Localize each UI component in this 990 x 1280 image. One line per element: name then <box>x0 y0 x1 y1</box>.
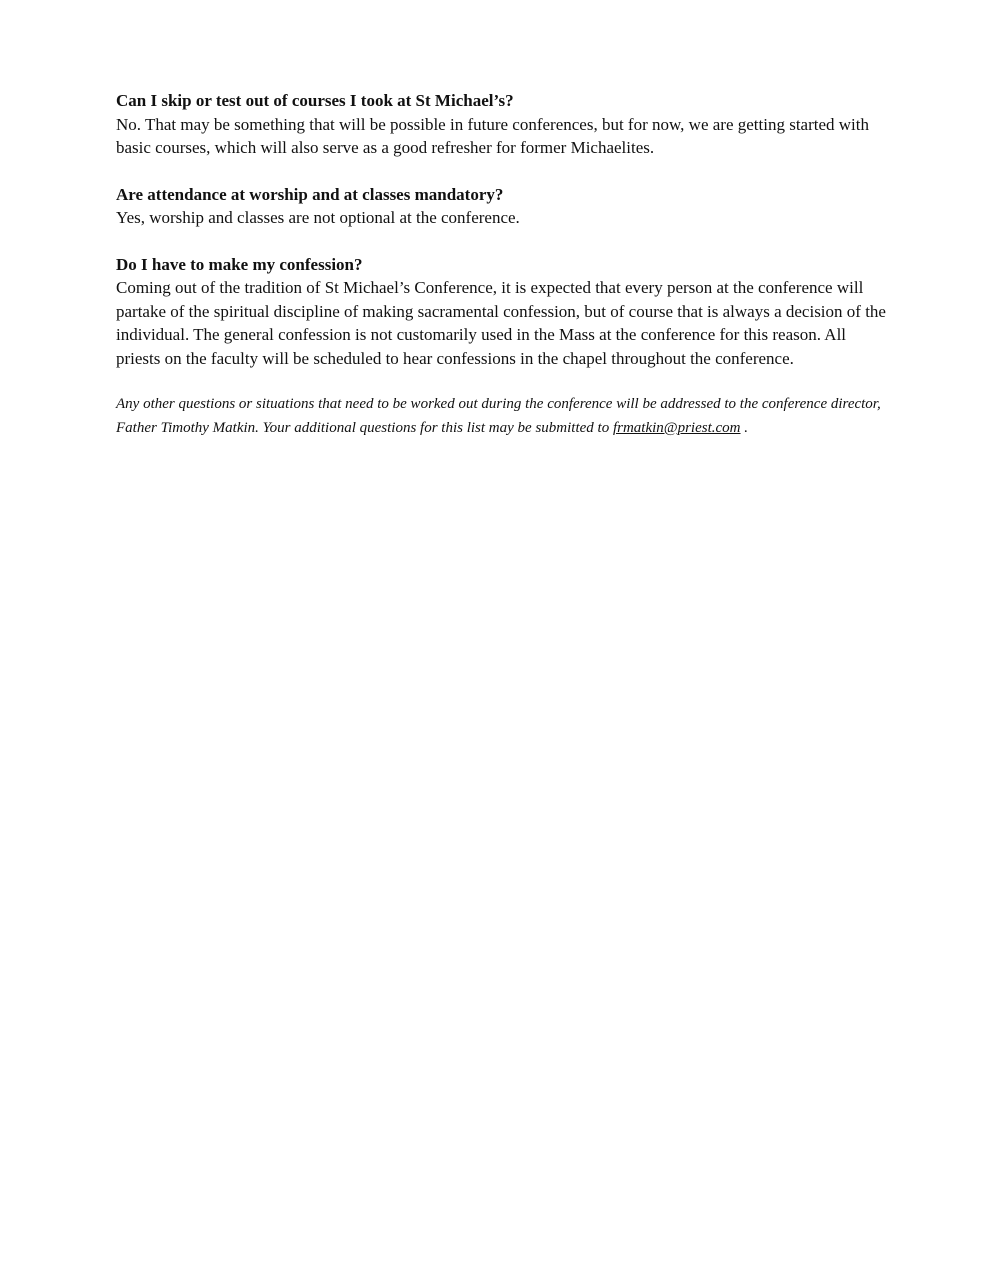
faq-document <box>116 89 886 440</box>
faq-question: Can I skip or test out of courses I took at St Michael’s? <box>116 91 514 110</box>
faq-answer: Coming out of the tradition of St Michael’s Conference, it is expected that every person at the conference will partake of the spiritual discipline of making sacramental confession, but of course that is always a decision of the individual. The general confession is not customarily used in the Mass at the conference for this reason. All priests on the faculty will be scheduled to hear confessions in the chapel throughout the conference. <box>116 278 886 368</box>
faq-question: Do I have to make my confession? <box>116 254 363 274</box>
contact-email-link[interactable]: frmatkin@priest.com <box>612 419 741 436</box>
faq-answer: No. That may be something that will be possible in future conferences, but for now, we are getting started with basic courses, which will also serve as a good refresher for former Michaelites. <box>116 114 869 157</box>
faq-answer: Yes, worship and classes are not optional at the conference. <box>116 208 520 227</box>
faq-item-skip-courses <box>116 89 886 160</box>
faq-item-attendance <box>116 183 886 230</box>
faq-item-confession <box>116 253 886 371</box>
closing-note <box>116 393 886 440</box>
faq-question: Are attendance at worship and at classes mandatory? <box>116 184 504 204</box>
closing-note-suffix: . <box>740 419 749 436</box>
closing-note-text: Any other questions or situations that need to be worked out during the conference will be addressed to the conference director, Father Timothy Matkin. Your additional questions for this list may be submitted to <box>116 396 881 436</box>
